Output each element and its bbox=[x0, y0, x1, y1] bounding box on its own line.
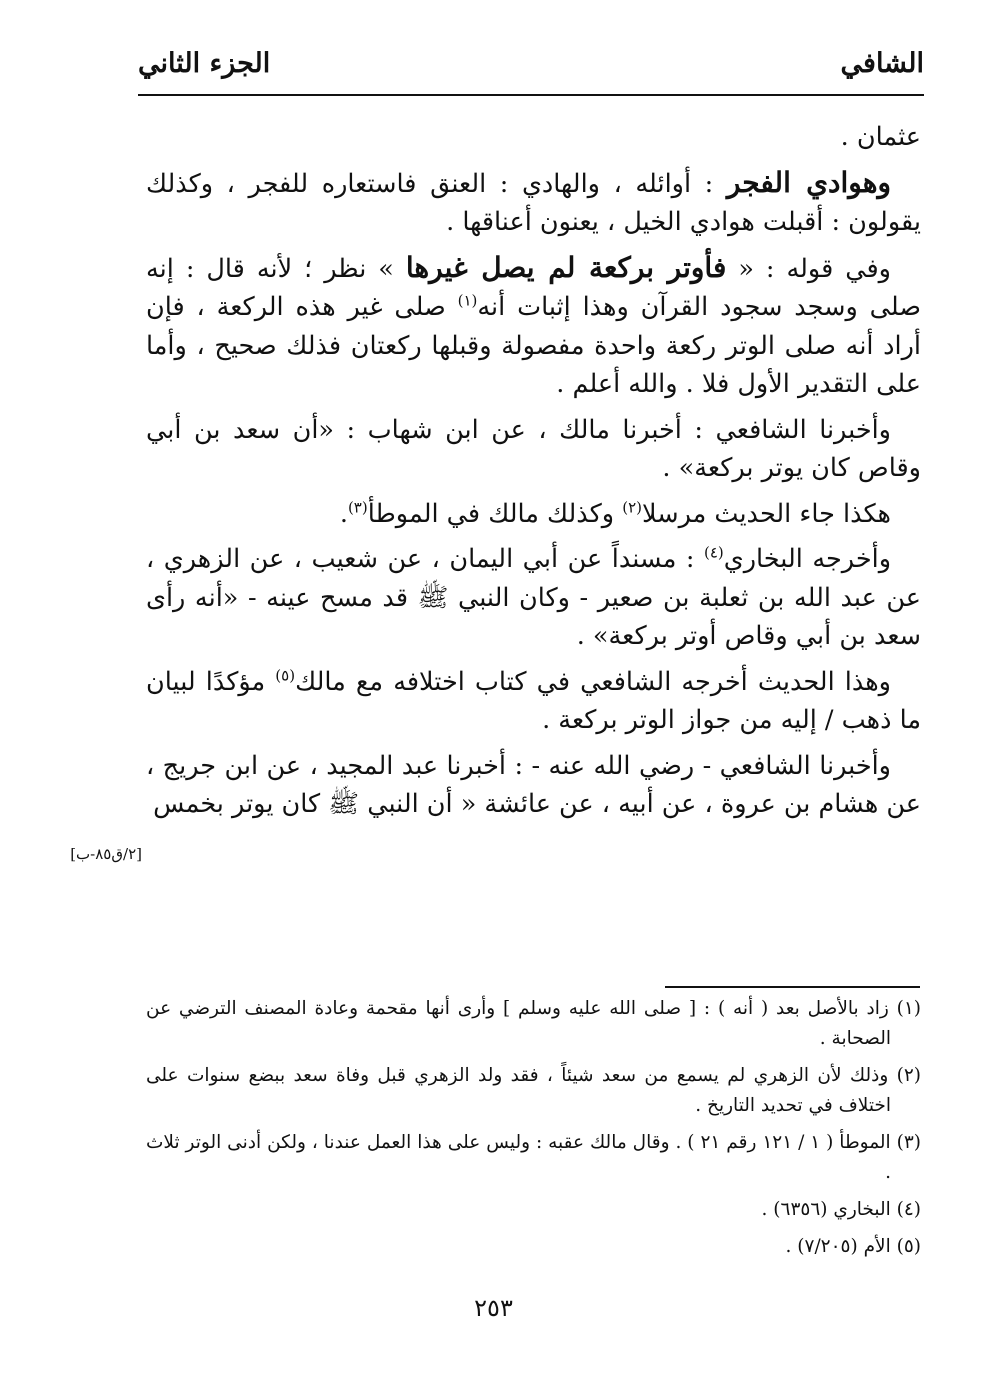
paragraph-1: عثمان . bbox=[840, 122, 921, 152]
header-book-title: الشافي bbox=[840, 48, 924, 79]
footnote-ref: (٤) bbox=[703, 543, 724, 562]
paragraph-5: هكذا جاء الحديث مرسلا$^{(٢)}$ وكذلك مالك في الموطأ$^{(٣)}$. bbox=[339, 498, 891, 529]
footnote-1: (١) زاد بالأصل بعد ( أنه ) : [ صلى الله عليه وسلم ] وأرى أنها مقحمة وعادة المصنف الترضي عن الصحابة . bbox=[146, 998, 921, 1049]
footnote-ref: (١) bbox=[457, 291, 478, 310]
paragraph-4: وأخبرنا الشافعي : أخبرنا مالك ، عن ابن شهاب : «أن سعد بن أبي وقاص كان يوتر بركعة» . bbox=[146, 414, 921, 483]
paragraph-3: وفي قوله : « فأوتر بركعة لم يصل غيرها » نظر ؛ لأنه قال : إنه صلى وسجد سجود القرآن وهذا إثبات أنه$^{(١)}$ صلى غير هذه الركعة ، فإن أراد أنه صلى الوتر ركعة واحدة مفصولة وقبلها ركعتان فذلك صحيح ، وأما على التقدير الأول فلا . والله أعلم . bbox=[146, 250, 921, 399]
footnote-ref: (٢) bbox=[622, 498, 642, 516]
running-header bbox=[138, 48, 924, 96]
footnote-separator bbox=[665, 986, 920, 988]
quoted-phrase: فأوتر بركعة لم يصل غيرها bbox=[405, 250, 727, 284]
footnote-2: (٢) وذلك لأن الزهري لم يسمع من سعد شيئاً ، فقد ولد الزهري قبل وفاة سعد ببضع سنوات على اختلاف في تحديد التاريخ . bbox=[146, 1065, 921, 1116]
footnote-ref: (٥) bbox=[275, 666, 296, 684]
footnote-ref: (٣) bbox=[347, 498, 368, 516]
footnote-3: (٣) الموطأ ( ١ / ١٢١ رقم ٢١ ) . وقال مالك عقبه : وليس على هذا العمل عندنا ، ولكن أدنى الوتر ثلاث . bbox=[146, 1132, 922, 1183]
footnote-4: (٤) البخاري (٦٣٥٦) . bbox=[761, 1199, 921, 1220]
footnote-5: (٥) الأم (٧/٢٠٥) . bbox=[785, 1236, 921, 1257]
footnotes bbox=[146, 994, 921, 1269]
header-volume: الجزء الثاني bbox=[138, 48, 271, 79]
page-number: ٢٥٣ bbox=[474, 1294, 513, 1322]
paragraph-6: وأخرجه البخاري$^{(٤)}$ : مسنداً عن أبي اليمان ، عن شعيب ، عن الزهري ، عن عبد الله بن ثعلبة بن صعير - وكان النبي ﷺ قد مسح عينه - «أنه رأى سعد بن أبي وقاص أوتر بركعة» . bbox=[146, 543, 921, 651]
main-text bbox=[146, 118, 921, 831]
paragraph-8: وأخبرنا الشافعي - رضي الله عنه - : أخبرنا عبد المجيد ، عن ابن جريج ، عن هشام بن عروة ، عن أبيه ، عن عائشة « أن النبي ﷺ كان يوتر بخمس bbox=[146, 750, 921, 819]
manuscript-folio-note: [٢/ق٨٥-ب] bbox=[70, 845, 142, 863]
paragraph-7: وهذا الحديث أخرجه الشافعي في كتاب اختلافه مع مالك$^{(٥)}$ مؤكدًا لبيان ما ذهب / إليه من جواز الوتر بركعة . bbox=[146, 666, 921, 735]
paragraph-2: وهوادي الفجر : أوائله ، والهادي : العنق فاستعاره للفجر ، وكذلك يقولون : أقبلت هوادي الخيل ، يعنون أعناقها . bbox=[146, 165, 921, 237]
term-heading: وهوادي الفجر bbox=[726, 165, 891, 199]
